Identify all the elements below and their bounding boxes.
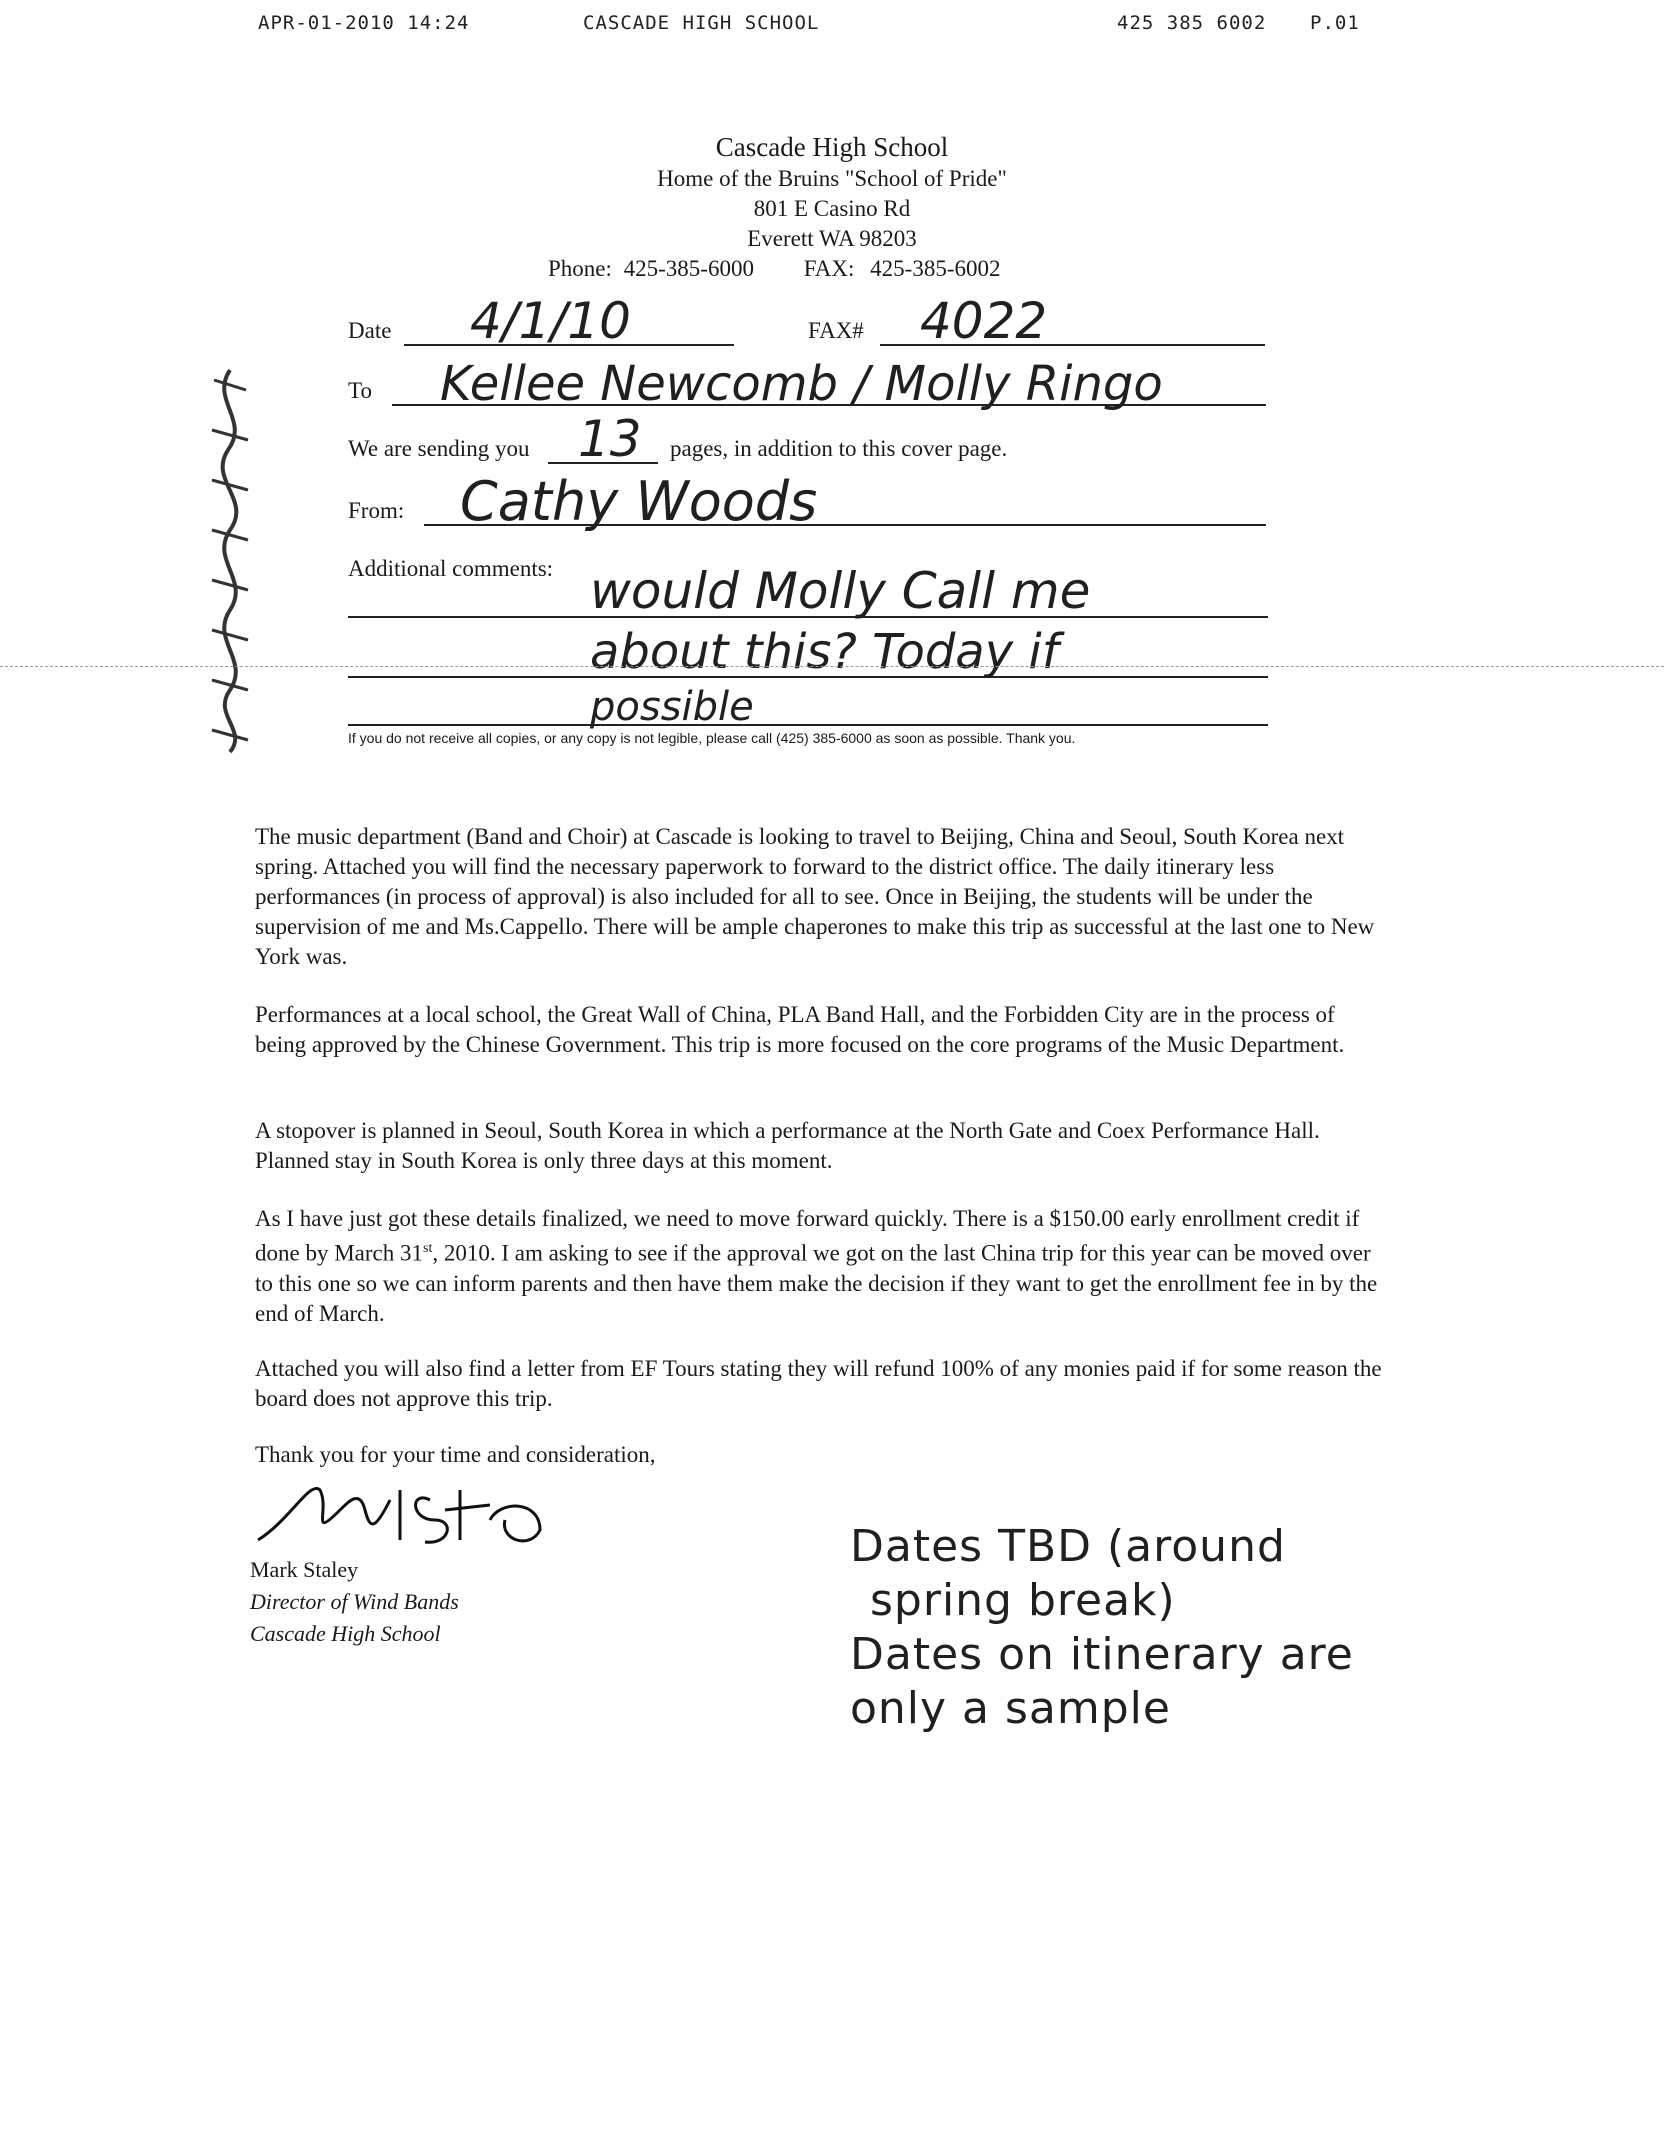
comments-line-2: about this? Today if bbox=[590, 624, 1059, 680]
from-label: From: bbox=[348, 498, 405, 523]
letterhead-school: Cascade High School bbox=[715, 132, 949, 162]
letterhead-street: 801 E Casino Rd bbox=[753, 196, 911, 221]
pages-prefix: We are sending you bbox=[348, 436, 530, 461]
note-line-1: Dates TBD (around bbox=[850, 1521, 1286, 1572]
signature-school: Cascade High School bbox=[250, 1621, 441, 1646]
legibility-note: If you do not receive all copies, or any copy is not legible, please call (425) 385-6000 as soon as possible. Thank you. bbox=[348, 730, 1076, 746]
closing-line: Thank you for your time and consideration, bbox=[255, 1442, 656, 1467]
note-line-4: only a sample bbox=[850, 1683, 1171, 1734]
signature-scrawl bbox=[250, 1470, 590, 1560]
letterhead-phone-label: Phone: bbox=[548, 256, 612, 281]
note-line-2: spring break) bbox=[870, 1575, 1176, 1626]
fax-phone: 425 385 6002 bbox=[1117, 12, 1267, 34]
fax-scan-line bbox=[0, 666, 1664, 667]
fax-number-label: FAX# bbox=[808, 318, 864, 343]
fax-number-value: 4022 bbox=[920, 292, 1048, 350]
letterhead-phone: 425-385-6000 bbox=[623, 256, 754, 281]
letterhead-fax-label: FAX: bbox=[803, 256, 855, 281]
margin-scribble bbox=[190, 360, 270, 760]
signature-block bbox=[250, 1554, 459, 1650]
fax-datetime: APR-01-2010 14:24 bbox=[258, 12, 470, 34]
body-paragraph-2: Performances at a local school, the Great Wall of China, PLA Band Hall, and the Forbidden City are in the process of being approved by the Chinese Government. This trip is more focused on the core programs of the Music Department. bbox=[255, 1002, 1345, 1057]
comments-rule-3 bbox=[348, 724, 1268, 726]
comments-line-1: would Molly Call me bbox=[590, 562, 1091, 620]
body-paragraph-3: A stopover is planned in Seoul, South Korea in which a performance at the North Gate and Coex Performance Hall. Planned stay in South Korea is only three days at this moment. bbox=[255, 1118, 1320, 1173]
date-value: 4/1/10 bbox=[470, 292, 631, 350]
body-paragraph-4a: As I have just got these details finalized, we need to move forward quickly. There is a $150.00 early enrollment credit if done by March 31 bbox=[255, 1206, 1360, 1266]
letterhead-tagline: Home of the Bruins "School of Pride" bbox=[657, 166, 1007, 191]
pages-suffix: pages, in addition to this cover page. bbox=[670, 436, 1008, 461]
letterhead-fax: 425-385-6002 bbox=[870, 256, 1001, 281]
fax-page-number: P.01 bbox=[1310, 12, 1360, 34]
body-paragraph-1: The music department (Band and Choir) at Cascade is looking to travel to Beijing, China and Seoul, South Korea next spring. Attached you will find the necessary paperwork to forward to the district office. The daily itinerary less performances (in process of approval) is also included for all to see. Once in Beijing, the students will be under the supervision of me and Ms.Cappello. There will be ample chaperones to make this trip as successful at the last one to New York was. bbox=[255, 824, 1375, 969]
comments-label: Additional comments: bbox=[348, 556, 554, 581]
comments-line-3: possible bbox=[590, 684, 754, 730]
signature-title: Director of Wind Bands bbox=[250, 1589, 459, 1614]
to-label: To bbox=[348, 378, 372, 403]
body-paragraph-4-sup: st bbox=[423, 1241, 433, 1256]
date-label: Date bbox=[348, 318, 392, 343]
to-value: Kellee Newcomb / Molly Ringo bbox=[440, 356, 1163, 412]
from-value: Cathy Woods bbox=[460, 470, 818, 533]
signature-name: Mark Staley bbox=[250, 1557, 359, 1582]
letterhead-contact bbox=[548, 256, 1001, 282]
fax-sender: CASCADE HIGH SCHOOL bbox=[583, 12, 820, 34]
body-paragraph-4b: , 2010. I am asking to see if the approval we got on the last China trip for this year can be moved over to this one so we can inform parents and then have them make the decision if they want to get the enrollment fee in by the end of March. bbox=[255, 1240, 1378, 1326]
note-line-3: Dates on itinerary are bbox=[850, 1629, 1354, 1680]
body-paragraph-5: Attached you will also find a letter from EF Tours stating they will refund 100% of any monies paid if for some reason the board does not approve this trip. bbox=[255, 1356, 1382, 1411]
handwritten-note bbox=[850, 1520, 1354, 1736]
letterhead-city: Everett WA 98203 bbox=[747, 226, 917, 251]
pages-value: 13 bbox=[578, 410, 642, 468]
body-paragraph-4 bbox=[255, 1204, 1385, 1329]
